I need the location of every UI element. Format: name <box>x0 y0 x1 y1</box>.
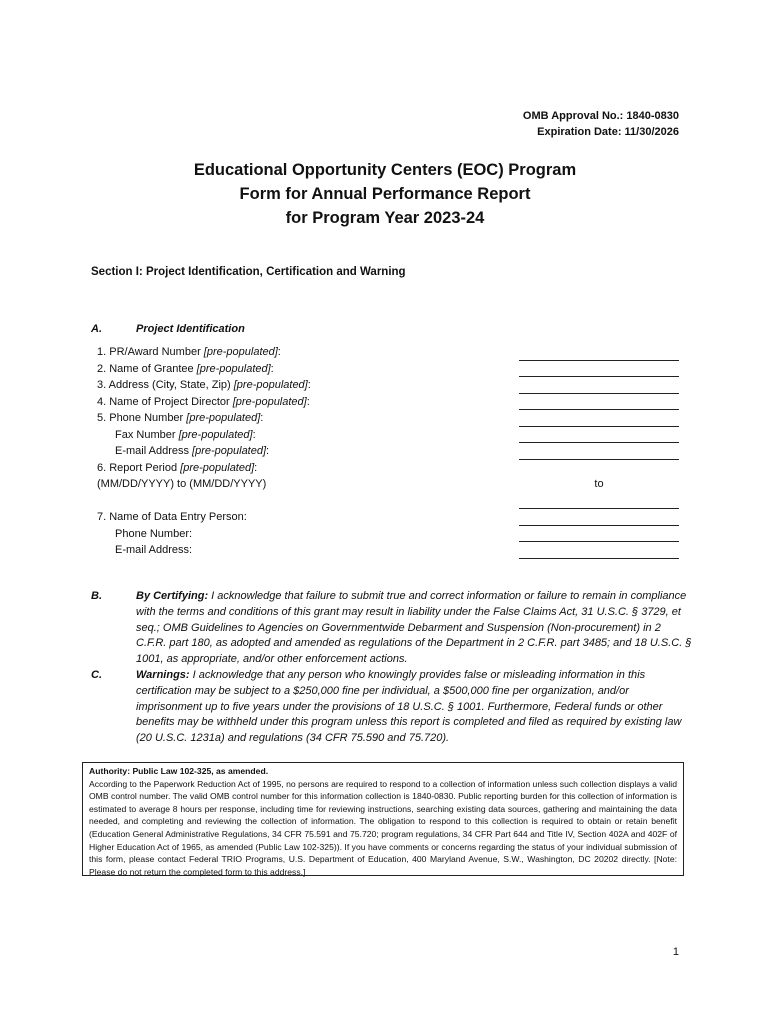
section-c-letter: C. <box>91 669 102 681</box>
data-entry-phone-blank[interactable] <box>519 526 679 543</box>
data-entry-person-blank[interactable] <box>519 509 679 526</box>
project-director-blank[interactable] <box>519 394 679 411</box>
page-number: 1 <box>672 946 679 958</box>
title-line-2: Form for Annual Performance Report <box>239 185 531 203</box>
field-label-data-entry-phone: Phone Number: <box>115 527 193 540</box>
expiration-date: Expiration Date: 11/30/2026 <box>537 126 679 138</box>
warnings-text: Warnings: I acknowledge that any person who knowingly provides false or misleading information in this certification may be subject to a $250,000 fine per individual, a $500,000 fine per organization, and/or imprisonment up to five years under the provisions of 18 U.S.C. § 1001. Furthermore, Federal funds or other benefits may be withheld under this program unless this report is completed and filed as required by existing law (20 U.S.C. 1231a) and regulations (34 CFR 75.590 and 75.720). <box>136 669 682 745</box>
authority-title: Authority: Public Law 102-325, as amended. <box>89 766 269 776</box>
report-period-blank[interactable] <box>519 493 679 510</box>
award-number-blank[interactable] <box>519 344 679 361</box>
project-identification-fields <box>97 344 311 559</box>
paperwork-reduction-notice: According to the Paperwork Reduction Act of 1995, no persons are required to respond to a collection of information unless such collection displays a valid OMB control number. The valid OMB control number for this information collection is 1840-0830. Public reporting burden for this collection of information is estimated to average 8 hours per response, including time for reviewing instructions, searching existing data sources, gathering and maintaining the data needed, and completing and reviewing the collection of information. The obligation to respond to this collection is required to obtain or retain benefit (Education General Administrative Regulations, 34 CFR 75.591 and 75.720; program regulations, 34 CFR Part 644 and Title IV, Section 402A and 402F of Higher Education Act of 1965, as amended (Public Law 102-325)). If you have comments or concerns regarding the status of your individual submission of this form, please contact Federal TRIO Programs, U.S. Department of Education, 400 Maryland Avenue, S.W., Washington, DC 20202 directly. [Note: Please do not return the completed form to this address.] <box>89 778 677 877</box>
email-blank[interactable] <box>519 443 679 460</box>
phone-blank[interactable] <box>519 410 679 427</box>
omb-approval-number: OMB Approval No.: 1840-0830 <box>522 110 679 122</box>
document-title <box>0 158 770 230</box>
field-label-data-entry-email: E-mail Address: <box>115 544 193 556</box>
field-label-grantee-name: 2. Name of Grantee [pre-populated]: <box>97 362 274 375</box>
field-label-address: 3. Address (City, State, Zip) [pre-populated]: <box>97 379 311 391</box>
field-label-data-entry-person: 7. Name of Data Entry Person: <box>97 511 247 523</box>
certification-text: By Certifying: I acknowledge that failure to submit true and correct information or failure to remain in compliance with the terms and conditions of this grant may result in liability under the False Claims Act, 31 U.S.C. § 3729, et seq.; OMB Guidelines to Agencies on Governmentwide Debarment and Suspension (Non-procurement) in 2 C.F.R. part 180, as adopted and amended as regulations of the Department in 2 C.F.R. part 3485; and 18 U.S.C. § 1001, as appropriate, and/or other enforcement actions. <box>136 590 692 666</box>
field-label-report-period-format: (MM/DD/YYYY) to (MM/DD/YYYY) <box>97 478 267 490</box>
report-period-to: to <box>594 478 604 490</box>
title-line-1: Educational Opportunity Centers (EOC) Program <box>193 161 577 179</box>
section-a-letter: A. <box>91 323 102 335</box>
field-blanks <box>519 344 679 559</box>
section-a-title: Project Identification <box>136 323 245 335</box>
field-label-report-period: 6. Report Period [pre-populated]: <box>97 461 258 474</box>
field-label-email: E-mail Address [pre-populated]: <box>115 445 270 457</box>
fax-blank[interactable] <box>519 427 679 444</box>
field-label-phone: 5. Phone Number [pre-populated]: <box>97 412 264 424</box>
field-label-award-number: 1. PR/Award Number [pre-populated]: <box>97 346 281 358</box>
field-label-project-director: 4. Name of Project Director [pre-populated]: <box>97 395 310 408</box>
omb-info <box>523 108 679 140</box>
section-b-letter: B. <box>91 590 102 602</box>
data-entry-email-blank[interactable] <box>519 542 679 559</box>
field-label-fax: Fax Number [pre-populated]: <box>115 428 256 441</box>
address-blank[interactable] <box>519 377 679 394</box>
title-line-3: for Program Year 2023-24 <box>285 209 485 227</box>
authority-notice-box <box>82 762 684 876</box>
grantee-name-blank[interactable] <box>519 361 679 378</box>
section-heading: Section I: Project Identification, Certification and Warning <box>91 266 406 278</box>
